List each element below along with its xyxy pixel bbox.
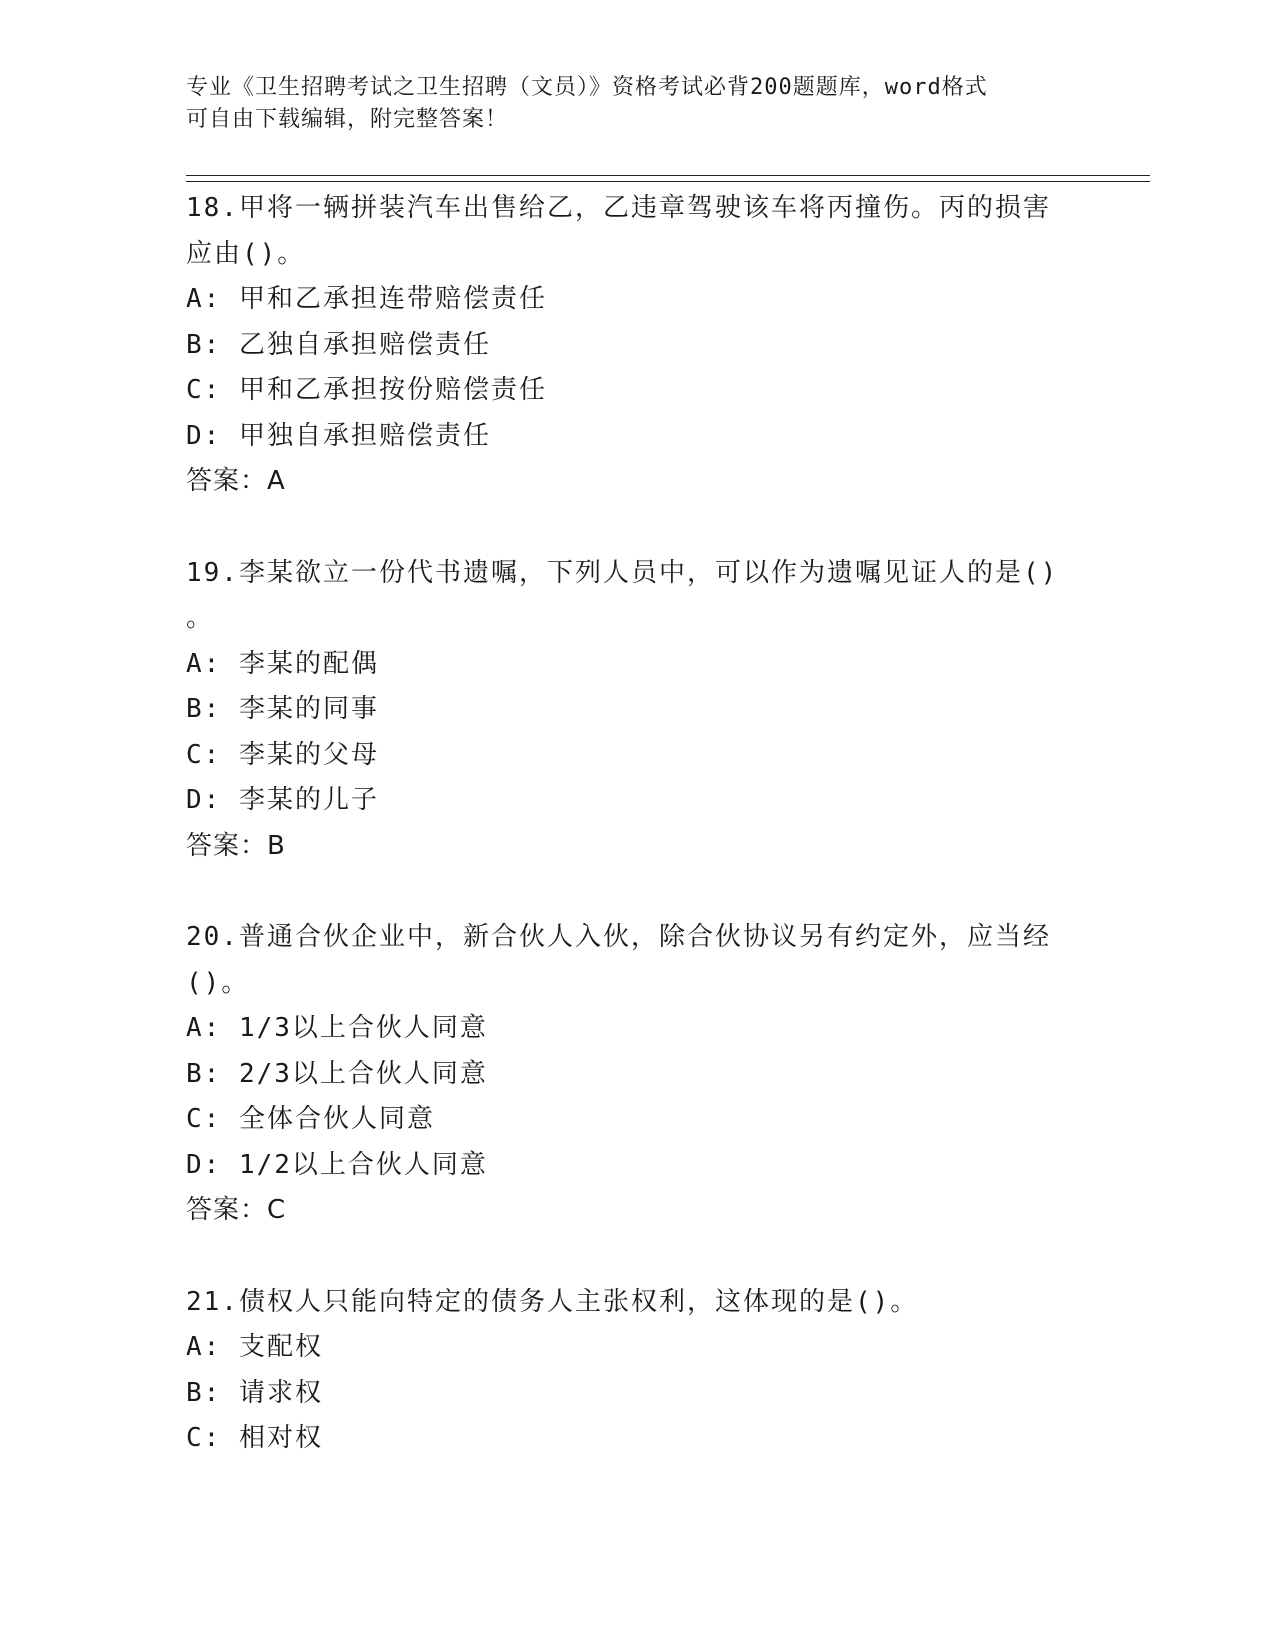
option-b: B: 李某的同事 — [186, 694, 379, 724]
option-d: D: 1/2以上合伙人同意 — [186, 1149, 488, 1180]
question-stem: 19.李某欲立一份代书遗嘱，下列人员中，可以作为遗嘱见证人的是() — [186, 557, 1059, 588]
question-stem-continued: 。 — [186, 603, 215, 633]
question-stem-continued: ()。 — [186, 967, 250, 998]
header-title-line-1: 专业《卫生招聘考试之卫生招聘（文员）》资格考试必背200题题库，word格式 — [186, 75, 988, 100]
question-19 — [186, 551, 1066, 870]
answer-line: 答案：B — [186, 830, 286, 861]
option-a: A: 1/3以上合伙人同意 — [186, 1013, 488, 1043]
option-a: A: 李某的配偶 — [186, 648, 379, 679]
option-c: C: 相对权 — [186, 1423, 323, 1453]
document-header — [186, 72, 1066, 136]
header-rule-top — [186, 175, 1150, 176]
question-21 — [186, 1280, 1066, 1462]
question-list — [186, 186, 1066, 1508]
option-c: C: 李某的父母 — [186, 739, 379, 770]
option-d: D: 甲独自承担赔偿责任 — [186, 420, 491, 451]
header-rule-bottom — [186, 181, 1150, 182]
option-a: A: 支配权 — [186, 1332, 323, 1362]
question-18 — [186, 186, 1066, 505]
option-b: B: 乙独自承担赔偿责任 — [186, 329, 491, 360]
question-20 — [186, 915, 1066, 1234]
question-stem-continued: 应由()。 — [186, 238, 306, 269]
question-stem: 20.普通合伙企业中，新合伙人入伙，除合伙协议另有约定外，应当经 — [186, 922, 1051, 952]
header-title-line-2: 可自由下载编辑，附完整答案！ — [186, 107, 509, 132]
option-a: A: 甲和乙承担连带赔偿责任 — [186, 284, 547, 314]
answer-line: 答案：C — [186, 1195, 287, 1225]
question-stem: 21.债权人只能向特定的债务人主张权利，这体现的是()。 — [186, 1286, 919, 1317]
answer-line: 答案：A — [186, 466, 286, 496]
option-b: B: 2/3以上合伙人同意 — [186, 1058, 488, 1089]
option-b: B: 请求权 — [186, 1377, 323, 1408]
option-c: C: 全体合伙人同意 — [186, 1104, 435, 1134]
option-d: D: 李某的儿子 — [186, 785, 379, 815]
option-c: C: 甲和乙承担按份赔偿责任 — [186, 375, 547, 405]
question-stem: 18.甲将一辆拼装汽车出售给乙，乙违章驾驶该车将丙撞伤。丙的损害 — [186, 193, 1051, 223]
